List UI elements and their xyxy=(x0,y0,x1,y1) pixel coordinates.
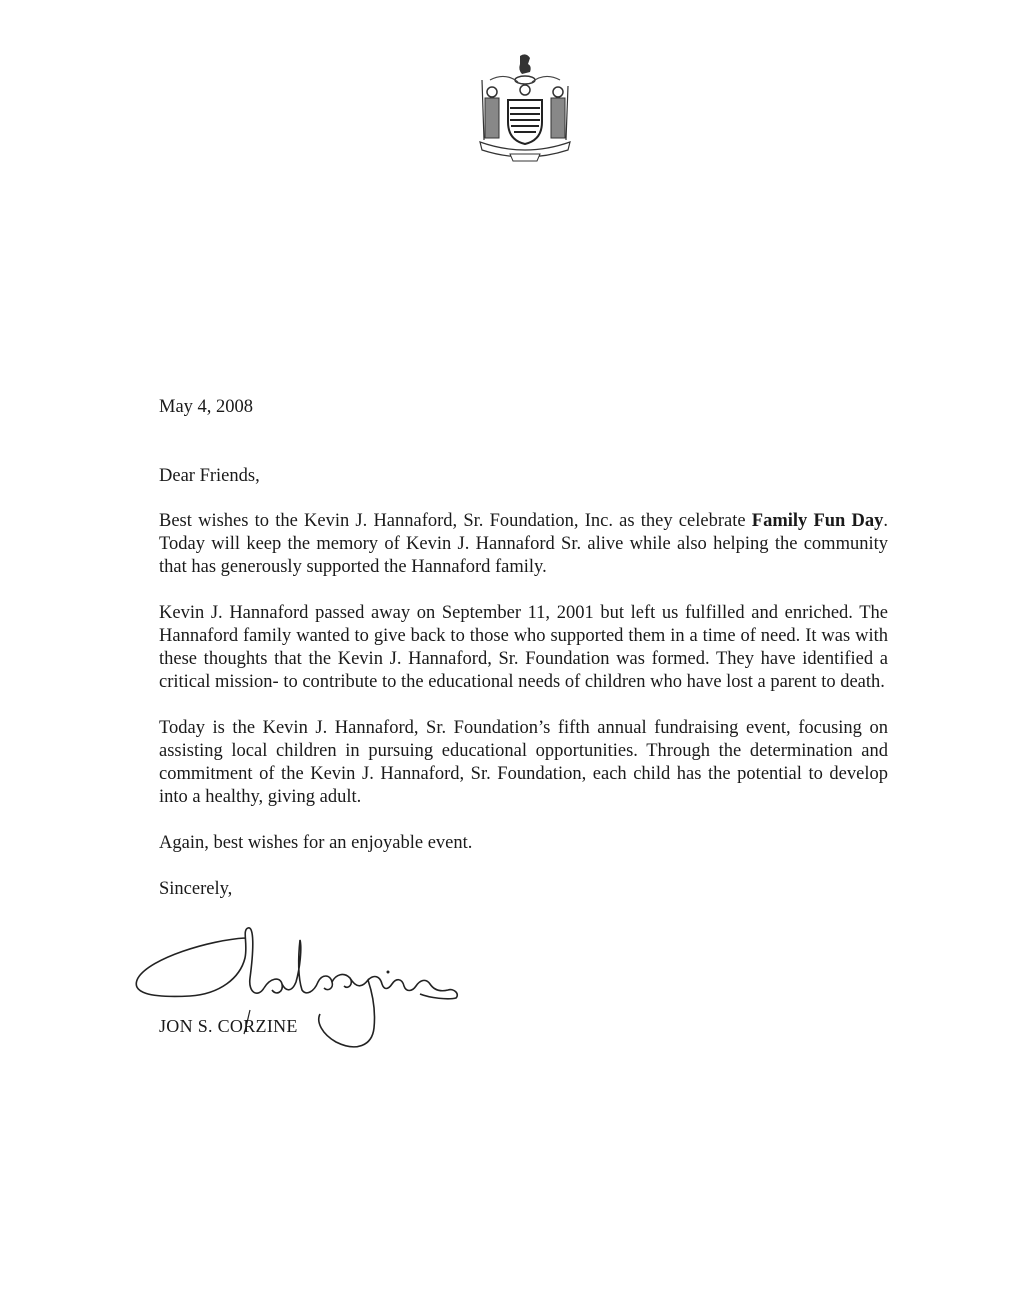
signature-icon xyxy=(130,918,470,1058)
paragraph-1 xyxy=(159,510,888,579)
paragraph-2: Kevin J. Hannaford passed away on September 11, 2001 but left us fulfilled and enriched. The Hannaford family wanted to give back to those who supported them in a time of need. It was with these thoughts that the Kevin J. Hannaford, Sr. Foundation was formed. They have identified a critical mission- to contribute to the educational needs of children who have lost a parent to death. xyxy=(159,603,888,692)
paragraph-3: Today is the Kevin J. Hannaford, Sr. Foundation’s fifth annual fundraising event, focusing on assisting local children in pursuing educational opportunities. Through the determination and commitment of the Kevin J. Hannaford, Sr. Foundation, each child has the potential to develop into a healthy, giving adult. xyxy=(159,718,888,807)
state-seal-icon xyxy=(470,50,580,165)
closing-line: Again, best wishes for an enjoyable event. xyxy=(159,833,473,853)
signer-name: JON S. CORZINE xyxy=(159,1016,298,1036)
event-name: Family Fun Day xyxy=(751,511,884,531)
paragraph-1-start: Best wishes to the Kevin J. Hannaford, Sr. Foundation, Inc. as they celebrate xyxy=(159,511,752,531)
salutation: Dear Friends, xyxy=(159,466,260,486)
paragraph-1-end: . Today will keep the memory of Kevin J. Hannaford Sr. alive while also helping the community that has generously supported the Hannaford family. xyxy=(159,511,889,577)
letter-date: May 4, 2008 xyxy=(159,397,254,417)
valediction: Sincerely, xyxy=(159,879,233,899)
letter-body xyxy=(159,396,888,901)
